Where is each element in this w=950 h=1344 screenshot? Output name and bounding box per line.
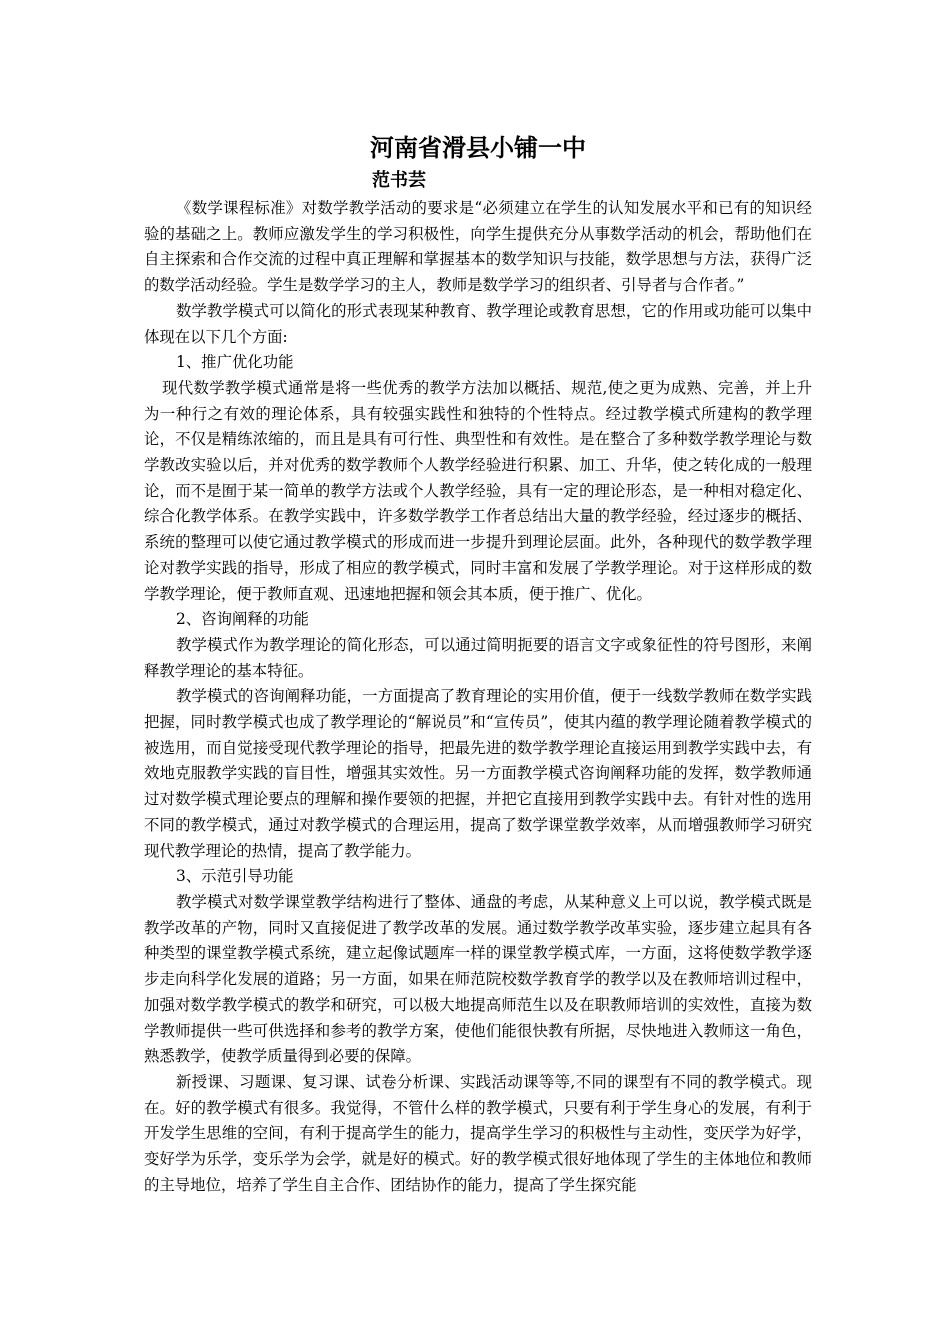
paragraph-section-3: 教学模式对数学课堂教学结构进行了整体、通盘的考虑，从某种意义上可以说，教学模式既是教学改革的产物，同时又直接促进了教学改革的发展。通过数学教学改革实验，逐步建立起具有各种类型的课堂教学模式系统，建立起像试题库一样的课堂教学模式库，一方面，这将使数学教学逐步走向科学化发展的道路；另一方面，如果在师范院校数学教育学的教学以及在教师培训过程中，加强对数学教学模式的教学和研究，可以极大地提高师范生以及在职教师培训的实效性，直接为数学教师提供一些可供选择和参考的教学方案，使他们能很快教有所据，尽快地进入教师这一角色，熟悉教学，使教学质量得到必要的保障。: [144, 892, 812, 1066]
section-heading-3: 3、示范引导功能: [176, 867, 294, 886]
paragraph-overview: 数学教学模式可以简化的形式表现某种教育、教学理论或教育思想，它的作用或功能可以集中体现在以下几个方面:: [144, 301, 812, 346]
section-heading-1: 1、推广优化功能: [176, 353, 294, 372]
section-heading-2: 2、咨询阐释的功能: [176, 610, 309, 629]
document-body: [144, 196, 812, 1198]
paragraph-section-2a: 教学模式作为教学理论的简化形态，可以通过简明扼要的语言文字或象征性的符号图形，来阐释教学理论的基本特征。: [144, 635, 812, 680]
document-title: 河南省滑县小铺一中: [370, 134, 586, 162]
paragraph-intro: 《数学课程标准》对数学教学活动的要求是“必须建立在学生的认知发展水平和已有的知识经验的基础之上。教师应激发学生的学习积极性，向学生提供充分从事数学活动的机会，帮助他们在自主探索和合作交流的过程中真正理解和掌握基本的数学知识与技能，数学思想与方法，获得广泛的数学活动经验。学生是数学学习的主人，教师是数学学习的组织者、引导者与合作者。”: [144, 199, 812, 295]
paragraph-section-1: 现代数学教学模式通常是将一些优秀的教学方法加以概括、规范,使之更为成熟、完善，并上升为一种行之有效的理论体系，具有较强实践性和独特的个性特点。经过教学模式所建构的教学理论，不仅是精练浓缩的，而且是具有可行性、典型性和有效性。是在整合了多种数学教学理论与数学教改实验以后，并对优秀的数学教师个人教学经验进行积累、加工、升华，使之转化成的一般理论，而不是囿于某一简单的教学方法或个人教学经验，具有一定的理论形态，是一种相对稳定化、综合化教学体系。在教学实践中，许多数学教学工作者总结出大量的教学经验，经过逐步的概括、系统的整理可以使它通过教学模式的形成而进一步提升到理论层面。此外，各种现代的数学教学理论对教学实践的指导，形成了相应的教学模式，同时丰富和发展了学教学理论。对于这样形成的数学教学理论，便于教师直观、迅速地把握和领会其本质，便于推广、优化。: [144, 378, 812, 603]
paragraph-conclusion: 新授课、习题课、复习课、试卷分析课、实践活动课等等,不同的课型有不同的教学模式。现在。好的教学模式有很多。我觉得，不管什么样的教学模式，只要有利于学生身心的发展，有利于开发学生思维的空间，有利于提高学生的能力，提高学生学习的积极性与主动性，变厌学为好学，变好学为乐学，变乐学为会学，就是好的模式。好的教学模式很好地体现了学生的主体地位和教师的主导地位，培养了学生自主合作、团结协作的能力，提高了学生探究能: [144, 1072, 812, 1194]
paragraph-section-2b: 教学模式的咨询阐释功能，一方面提高了教育理论的实用价值，便于一线数学教师在数学实践把握，同时教学模式也成了教学理论的“解说员”和“宣传员”，使其内蕴的教学理论随着教学模式的被选用，而自觉接受现代教学理论的指导，把最先进的数学教学理论直接运用到教学实践中去，有效地克服教学实践的盲目性，增强其实效性。另一方面教学模式咨询阐释功能的发挥，数学教师通过对数学模式理论要点的理解和操作要领的把握，并把它直接用到教学实践中去。有针对性的选用不同的教学模式，通过对教学模式的合理运用，提高了数学课堂教学效率，从而增强教师学习研究现代教学理论的热情，提高了教学能力。: [144, 687, 812, 860]
document-page: [144, 130, 812, 1198]
author-name: 范书芸: [372, 170, 426, 191]
